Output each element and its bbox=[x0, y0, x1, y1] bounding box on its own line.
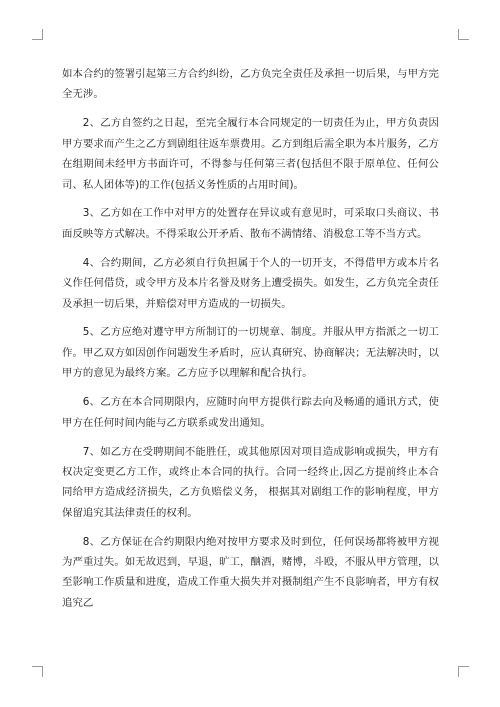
paragraph-clause-3: 3、乙方如在工作中对甲方的处置存在异议或有意见时，可采取口头商议、书面反映等方式解决。不得采取公开矛盾、散布不满情绪、消极怠工等不当方式。 bbox=[62, 207, 439, 240]
paragraph-clause-7: 7、如乙方在受聘期间不能胜任，或其他原因对项目造成影响或损失，甲方有权决定变更乙方工作，或终止本合同的执行。合同一经终止,因乙方提前终止本合同给甲方造成经济损失，乙方负赔偿义务， 根据其对剧组工作的影响程度，甲方保留追究其法律责任的权利。 bbox=[62, 445, 439, 519]
paragraph-clause-8: 8、乙方保证在合约期限内绝对按甲方要求及时到位，任何误场都将被甲方视为严重过失。如无故迟到，早退，旷工，酗酒，赌博，斗殴，不服从甲方管理，以至影响工作质量和进度，造成工作重大损失并对摄制组产生不良影响者，甲方有权追究乙 bbox=[62, 535, 439, 609]
document-body bbox=[62, 64, 439, 622]
crop-mark-bottom-right bbox=[458, 666, 469, 677]
crop-mark-top-right bbox=[458, 29, 469, 40]
paragraph-clause-5: 5、乙方应绝对遵守甲方所制订的一切规章、制度。并服从甲方指派之一切工作。甲乙双方如因创作问题发生矛盾时，应认真研究、协商解决；无法解决时，以甲方的意见为最终方案。乙方应予以理解和配合执行。 bbox=[62, 326, 439, 380]
paragraph-clause-6: 6、乙方在本合同期限内，应随时向甲方提供行踪去向及畅通的通讯方式，使甲方在任何时间内能与乙方联系或发出通知。 bbox=[62, 396, 439, 429]
paragraph-clause-4: 4、合约期间，乙方必须自行负担属于个人的一切开支，不得借甲方或本片名义作任何借贷，或令甲方及本片名誉及财务上遭受损失。如发生，乙方负完全责任及承担一切后果，并赔偿对甲方造成的一切损失。 bbox=[62, 256, 439, 310]
crop-mark-bottom-left bbox=[32, 666, 43, 677]
crop-mark-top-left bbox=[32, 29, 43, 40]
paragraph-clause-2: 2、乙方自签约之日起，至完全履行本合同规定的一切责任为止，甲方负责因甲方要求而产生之乙方到剧组往返车票费用。乙方到组后需全职为本片服务，乙方在组期间未经甲方书面许可，不得参与任何第三者(包括但不限于原单位、任何公司、私人团体等)的工作(包括义务性质的占用时间)。 bbox=[62, 117, 439, 191]
paragraph-continuation: 如本合约的签署引起第三方合约纠纷，乙方负完全责任及承担一切后果，与甲方完全无涉。 bbox=[62, 68, 439, 101]
